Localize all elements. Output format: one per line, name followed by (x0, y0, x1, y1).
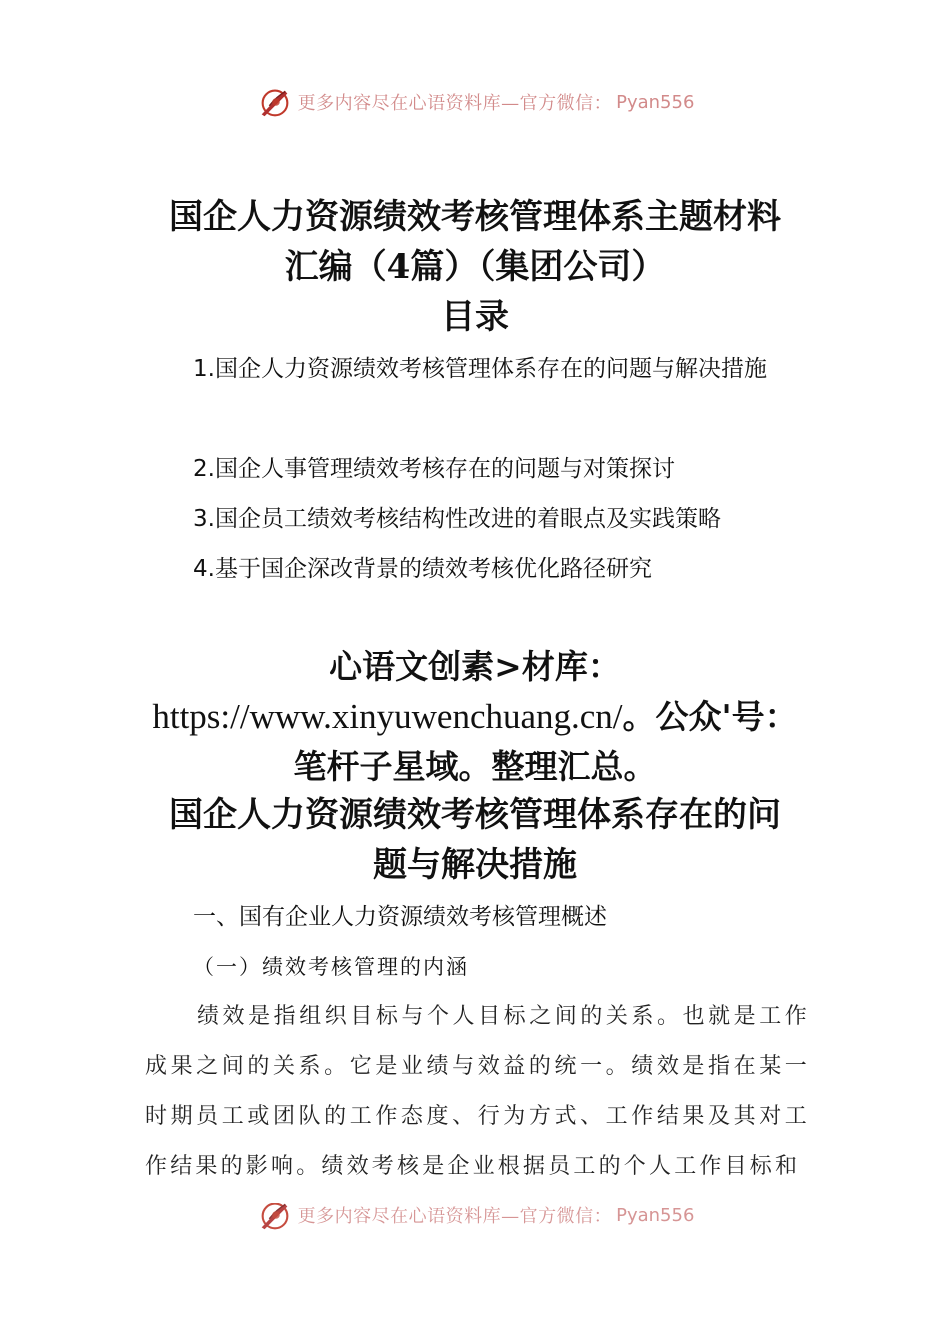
toc-heading: 目录 (441, 297, 509, 337)
article-title-line1: 国企人力资源绩效考核管理体系存在的问 (169, 795, 781, 835)
document-title-line1: 国企人力资源绩效考核管理体系主题材料 (169, 197, 781, 237)
body-paragraph: 绩效是指组织目标与个人目标之间的关系。也就是工作成果之间的关系。它是业绩与效益的统一。绩效是指在某一时期员工或团队的工作态度、行为方式、工作结果及其对工作结果的影响。绩效考核是企业根据员工的个人工作目标和 (145, 1004, 810, 1179)
article-title-line2: 题与解决措施 (373, 845, 577, 885)
promo-text (140, 642, 810, 792)
watermark-header (0, 82, 950, 122)
promo-part2: 。公众'号：笔杆子星域。整理汇总。 (293, 697, 798, 786)
subsection-heading: （一）绩效考核管理的内涵 (193, 955, 469, 979)
section-heading: 一、国有企业人力资源绩效考核管理概述 (193, 904, 607, 930)
document-title-line2: 汇编（4篇）（集团公司） (284, 247, 666, 287)
toc-item: 2.国企人事管理绩效考核存在的问题与对策探讨 (193, 456, 675, 482)
promo-url: https://www.xinyuwenchuang.cn/ (152, 697, 623, 736)
promo-part1: 心语文创素>材库： (329, 647, 621, 686)
watermark-wechat-id: Pyan556 (616, 1204, 695, 1226)
watermark-text: 更多内容尽在心语资料库—官方微信： (297, 1206, 613, 1227)
toc-item: 1.国企人力资源绩效考核管理体系存在的问题与解决措施 (193, 356, 767, 382)
quill-pen-logo-icon (256, 1203, 294, 1234)
watermark-text: 更多内容尽在心语资料库—官方微信： (297, 93, 613, 114)
toc-item: 4.基于国企深改背景的绩效考核优化路径研究 (193, 556, 652, 582)
watermark-wechat-id: Pyan556 (616, 91, 695, 113)
quill-pen-logo-icon (256, 83, 294, 121)
watermark-footer (0, 1203, 950, 1235)
toc-item: 3.国企员工绩效考核结构性改进的着眼点及实践策略 (193, 506, 721, 532)
